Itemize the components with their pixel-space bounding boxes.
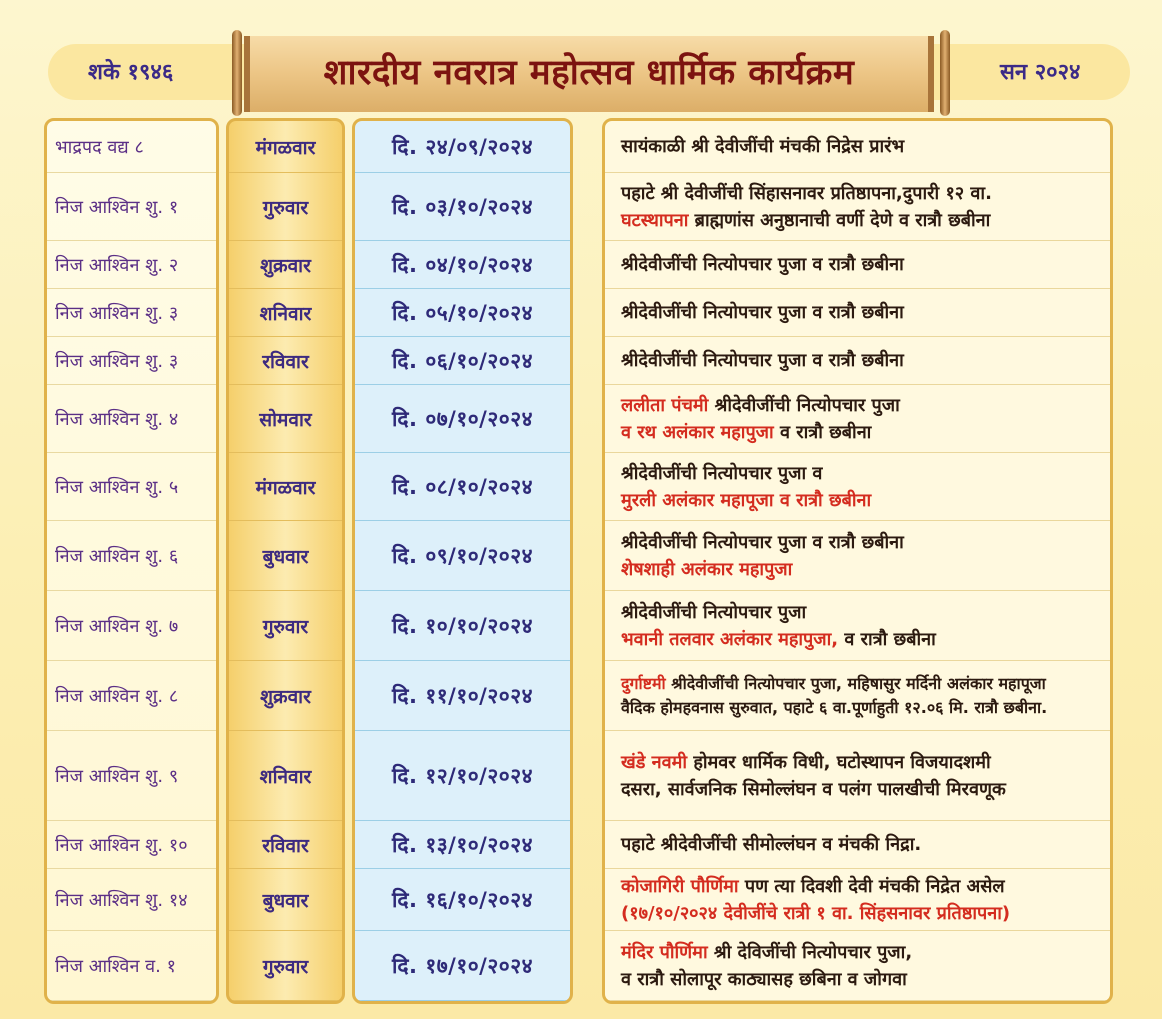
date-cell: दि. १३/१०/२०२४ bbox=[355, 821, 570, 869]
event-text: श्रीदेवीजींची नित्योपचार पुजा व रात्रौ छबीना bbox=[621, 350, 904, 371]
event-text: श्रीदेवीजींची नित्योपचार पुजा व रात्रौ छबीना bbox=[621, 302, 904, 323]
weekday-cell: गुरुवार bbox=[229, 931, 342, 1001]
weekday-cell: शनिवार bbox=[229, 289, 342, 337]
event-highlight-text: मुरली अलंकार महापूजा व रात्रौ छबीना bbox=[621, 489, 872, 511]
event-text: पहाटे श्रीदेवीजींची सीमोल्लंघन व मंचकी निद्रा. bbox=[621, 834, 922, 855]
date-cell: दि. ०३/१०/२०२४ bbox=[355, 173, 570, 241]
event-line bbox=[621, 749, 991, 776]
event-cell bbox=[605, 661, 1110, 731]
tithi-cell: निज आश्विन शु. ९ bbox=[47, 731, 216, 821]
event-cell bbox=[605, 337, 1110, 385]
scroll-roll-right bbox=[940, 30, 950, 116]
date-cell: दि. ०८/१०/२०२४ bbox=[355, 453, 570, 521]
tithi-cell: निज आश्विन शु. १४ bbox=[47, 869, 216, 931]
weekday-cell: मंगळवार bbox=[229, 121, 342, 173]
title-banner bbox=[244, 36, 934, 112]
tithi-cell: निज आश्विन शु. १० bbox=[47, 821, 216, 869]
date-cell: दि. ११/१०/२०२४ bbox=[355, 661, 570, 731]
weekday-cell: शुक्रवार bbox=[229, 661, 342, 731]
event-line bbox=[621, 599, 806, 626]
tithi-cell: भाद्रपद वद्य ८ bbox=[47, 121, 216, 173]
event-line bbox=[621, 556, 792, 583]
event-line bbox=[621, 626, 936, 653]
weekday-cell: मंगळवार bbox=[229, 453, 342, 521]
weekday-cell: गुरुवार bbox=[229, 591, 342, 661]
date-cell: दि. १७/१०/२०२४ bbox=[355, 931, 570, 1001]
event-line bbox=[621, 672, 1046, 696]
event-line bbox=[621, 487, 871, 514]
event-highlight-text: कोजागिरी पौर्णिमा bbox=[621, 875, 739, 897]
scroll-roll-left bbox=[232, 30, 242, 116]
event-text: श्री देविजींची नित्योपचार पुजा, bbox=[707, 941, 913, 963]
event-text: सायंकाळी श्री देवीजींची मंचकी निद्रेस प्रारंभ bbox=[621, 136, 905, 157]
tithi-cell: निज आश्विन शु. ६ bbox=[47, 521, 216, 591]
event-highlight-text: मंदिर पौर्णिमा bbox=[621, 941, 708, 963]
event-line bbox=[621, 873, 1005, 900]
tithi-cell: निज आश्विन शु. ८ bbox=[47, 661, 216, 731]
event-line bbox=[621, 180, 992, 207]
event-text: पहाटे श्री देवीजींची सिंहासनावर प्रतिष्ठापना,दुपारी १२ वा. bbox=[621, 182, 992, 204]
event-cell bbox=[605, 173, 1110, 241]
tithi-cell: निज आश्विन शु. ५ bbox=[47, 453, 216, 521]
event-line bbox=[621, 939, 912, 966]
weekday-cell: रविवार bbox=[229, 821, 342, 869]
weekday-cell: बुधवार bbox=[229, 869, 342, 931]
event-text: व रात्रौ सोलापूर काठ्यासह छबिना व जोगवा bbox=[621, 968, 907, 990]
tithi-cell: निज आश्विन व. १ bbox=[47, 931, 216, 1001]
event-cell bbox=[605, 931, 1110, 1001]
date-cell: दि. १६/१०/२०२४ bbox=[355, 869, 570, 931]
event-highlight-text: शेषशाही अलंकार महापुजा bbox=[621, 558, 793, 580]
event-line bbox=[621, 207, 990, 234]
tithi-cell: निज आश्विन शु. ३ bbox=[47, 337, 216, 385]
date-cell: दि. ०७/१०/२०२४ bbox=[355, 385, 570, 453]
tithi-cell: निज आश्विन शु. ७ bbox=[47, 591, 216, 661]
event-text: श्रीदेवीजींची नित्योपचार पुजा bbox=[708, 394, 900, 416]
event-cell bbox=[605, 731, 1110, 821]
event-highlight-text: (१७/१०/२०२४ देवीजींचे रात्री १ वा. सिंहसनावर प्रतिष्ठापना) bbox=[621, 902, 1011, 924]
date-cell: दि. ०५/१०/२०२४ bbox=[355, 289, 570, 337]
tithi-cell: निज आश्विन शु. ३ bbox=[47, 289, 216, 337]
date-cell: दि. ०४/१०/२०२४ bbox=[355, 241, 570, 289]
event-line bbox=[621, 696, 1047, 720]
event-column bbox=[602, 118, 1113, 1004]
event-cell bbox=[605, 521, 1110, 591]
event-highlight-text: खंडे नवमी bbox=[621, 751, 688, 773]
tithi-cell: निज आश्विन शु. २ bbox=[47, 241, 216, 289]
event-line bbox=[621, 251, 904, 278]
event-line bbox=[621, 831, 921, 858]
event-line bbox=[621, 529, 904, 556]
event-line bbox=[621, 347, 904, 374]
event-cell bbox=[605, 121, 1110, 173]
date-column bbox=[352, 118, 573, 1004]
event-line bbox=[621, 419, 871, 446]
date-cell: दि. ०९/१०/२०२४ bbox=[355, 521, 570, 591]
event-text: व रात्रौ छबीना bbox=[838, 628, 936, 650]
date-cell: दि. ०६/१०/२०२४ bbox=[355, 337, 570, 385]
weekday-cell: शनिवार bbox=[229, 731, 342, 821]
event-text: श्रीदेवीजींची नित्योपचार पुजा व bbox=[621, 462, 823, 484]
event-highlight-text: दुर्गाष्टमी bbox=[621, 673, 666, 693]
tithi-cell: निज आश्विन शु. १ bbox=[47, 173, 216, 241]
year-label: सन २०२४ bbox=[1000, 60, 1081, 85]
tithi-cell: निज आश्विन शु. ४ bbox=[47, 385, 216, 453]
weekday-column bbox=[226, 118, 345, 1004]
event-highlight-text: भवानी तलवार अलंकार महापुजा, bbox=[621, 628, 839, 650]
event-text: पण त्या दिवशी देवी मंचकी निद्रेत असेल bbox=[738, 875, 1005, 897]
event-cell bbox=[605, 453, 1110, 521]
weekday-cell: सोमवार bbox=[229, 385, 342, 453]
event-text: श्रीदेवीजींची नित्योपचार पुजा व रात्रौ छबीना bbox=[621, 254, 904, 275]
event-text: वैदिक होमहवनास सुरुवात, पहाटे ६ वा.पूर्णाहुती १२.०६ मि. रात्रौ छबीना. bbox=[621, 697, 1048, 717]
shake-year-label: शके १९४६ bbox=[88, 60, 174, 85]
event-highlight-text: व रथ अलंकार महापुजा bbox=[621, 421, 774, 443]
event-text: श्रीदेवीजींची नित्योपचार पुजा, महिषासुर मर्दिनी अलंकार महापूजा bbox=[665, 673, 1046, 693]
event-highlight-text: घटस्थापना bbox=[621, 209, 689, 231]
event-cell bbox=[605, 591, 1110, 661]
page-title: शारदीय नवरात्र महोत्सव धार्मिक कार्यक्रम bbox=[323, 53, 855, 93]
tithi-column bbox=[44, 118, 219, 1004]
date-cell: दि. १०/१०/२०२४ bbox=[355, 591, 570, 661]
event-cell bbox=[605, 821, 1110, 869]
weekday-cell: रविवार bbox=[229, 337, 342, 385]
event-line bbox=[621, 460, 822, 487]
event-text: होमवर धार्मिक विधी, घटोस्थापन विजयादशमी bbox=[687, 751, 991, 773]
event-text: श्रीदेवीजींची नित्योपचार पुजा व रात्रौ छबीना bbox=[621, 531, 904, 553]
date-cell: दि. २४/०९/२०२४ bbox=[355, 121, 570, 173]
event-text: श्रीदेवीजींची नित्योपचार पुजा bbox=[621, 601, 807, 623]
weekday-cell: गुरुवार bbox=[229, 173, 342, 241]
weekday-cell: शुक्रवार bbox=[229, 241, 342, 289]
event-cell bbox=[605, 241, 1110, 289]
event-line bbox=[621, 133, 904, 160]
event-line bbox=[621, 392, 900, 419]
event-text: व रात्रौ छबीना bbox=[773, 421, 872, 443]
event-text: दसरा, सार्वजनिक सिमोल्लंघन व पलंग पालखीची मिरवणूक bbox=[621, 778, 1006, 800]
event-line bbox=[621, 966, 907, 993]
event-highlight-text: ललीता पंचमी bbox=[621, 394, 709, 416]
event-line bbox=[621, 299, 904, 326]
weekday-cell: बुधवार bbox=[229, 521, 342, 591]
event-cell bbox=[605, 869, 1110, 931]
date-cell: दि. १२/१०/२०२४ bbox=[355, 731, 570, 821]
event-line bbox=[621, 900, 1010, 927]
event-cell bbox=[605, 289, 1110, 337]
event-line bbox=[621, 776, 1006, 803]
event-cell bbox=[605, 385, 1110, 453]
event-text: ब्राह्मणांस अनुष्ठानाची वर्णी देणे व रात्रौ छबीना bbox=[688, 209, 991, 231]
